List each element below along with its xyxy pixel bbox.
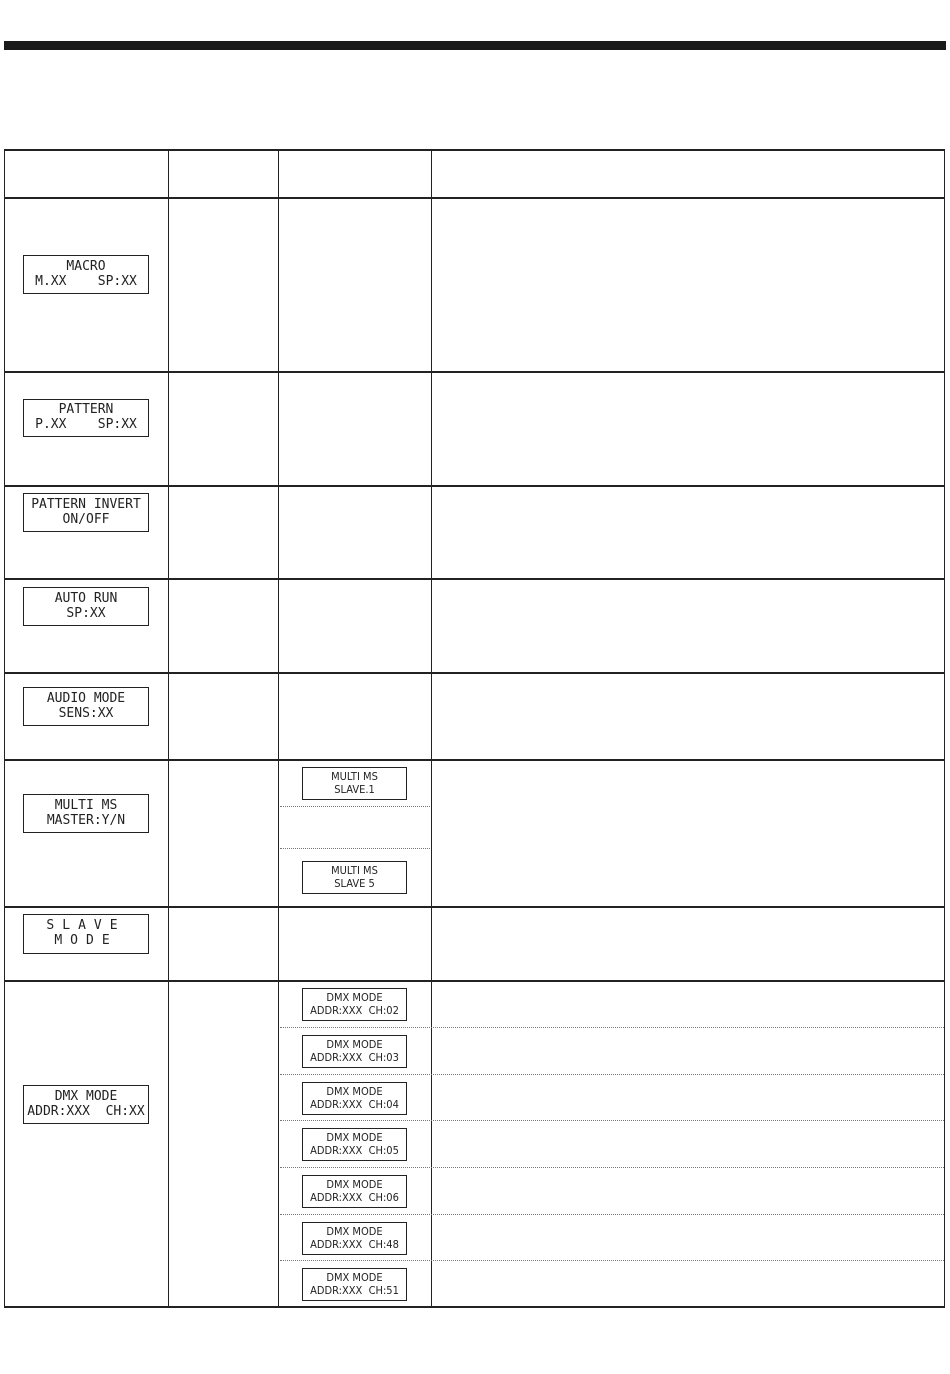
table-top-border <box>4 149 945 151</box>
lcd-line: DMX MODE <box>326 990 383 1004</box>
lcd-line: SP:XX <box>66 605 106 621</box>
lcd-line: ADDR:XXX CH:06 <box>310 1190 399 1204</box>
column-divider <box>4 149 5 1307</box>
column-divider <box>431 149 432 1307</box>
lcd-line: ADDR:XXX CH:04 <box>310 1097 399 1111</box>
lcd-line: SLAVE <box>46 918 126 934</box>
row-divider <box>4 485 945 487</box>
lcd-display-dmx-ch04 <box>302 1082 407 1115</box>
lcd-line: MULTI MS <box>331 769 378 783</box>
dotted-separator <box>280 1120 944 1121</box>
lcd-display-dmx-ch02 <box>302 988 407 1021</box>
header-row-divider <box>4 197 945 199</box>
dotted-separator <box>280 1214 944 1215</box>
lcd-line: MODE <box>54 933 118 948</box>
lcd-line: SLAVE 5 <box>334 876 375 890</box>
lcd-display-pattern-invert <box>23 493 149 532</box>
lcd-display-dmx-ch05 <box>302 1128 407 1161</box>
header-bar <box>4 41 946 50</box>
column-divider <box>168 149 169 1307</box>
lcd-line: PATTERN <box>58 402 114 418</box>
lcd-line: DMX MODE <box>326 1037 383 1051</box>
column-divider <box>278 149 279 1307</box>
column-divider <box>944 149 945 1307</box>
lcd-line: MULTI MS <box>331 863 378 877</box>
lcd-line: DMX MODE <box>54 1088 118 1104</box>
lcd-line: DMX MODE <box>326 1270 383 1284</box>
lcd-line: PATTERN INVERT <box>31 496 141 512</box>
lcd-line: ADDR:XXX CH:51 <box>310 1283 399 1297</box>
row-divider <box>4 980 945 982</box>
lcd-line: ADDR:XXX CH:03 <box>310 1050 399 1064</box>
lcd-display-audio-mode <box>23 687 149 726</box>
dotted-separator <box>280 1074 944 1075</box>
lcd-display-macro <box>23 255 149 294</box>
lcd-display-dmx-ch48 <box>302 1222 407 1255</box>
lcd-line: DMX MODE <box>326 1084 383 1098</box>
table-bottom-border <box>4 1306 945 1308</box>
lcd-line: MULTI MS <box>54 797 118 813</box>
lcd-display-dmx-ch51 <box>302 1268 407 1301</box>
lcd-line: MASTER:Y/N <box>46 812 126 828</box>
row-divider <box>4 759 945 761</box>
lcd-display-auto-run <box>23 587 149 626</box>
lcd-line: ADDR:XXX CH:05 <box>310 1143 399 1157</box>
lcd-line: SLAVE.1 <box>334 782 375 796</box>
lcd-display-multi-ms-slave-1 <box>302 767 407 800</box>
lcd-display-dmx-ch06 <box>302 1175 407 1208</box>
lcd-display-pattern <box>23 399 149 437</box>
row-divider <box>4 672 945 674</box>
lcd-line: ON/OFF <box>62 511 110 527</box>
dotted-separator <box>280 1167 944 1168</box>
menu-table <box>4 149 946 1309</box>
lcd-line: DMX MODE <box>326 1130 383 1144</box>
lcd-display-dmx-ch03 <box>302 1035 407 1068</box>
lcd-display-multi-ms <box>23 794 149 833</box>
row-divider <box>4 371 945 373</box>
dotted-separator <box>280 848 430 849</box>
lcd-line: ADDR:XXX CH:XX <box>27 1103 145 1119</box>
lcd-line: AUDIO MODE <box>46 690 126 706</box>
lcd-line: ADDR:XXX CH:02 <box>310 1003 399 1017</box>
row-divider <box>4 906 945 908</box>
dotted-separator <box>280 1027 944 1028</box>
lcd-line: SENS:XX <box>58 705 114 721</box>
lcd-line: AUTO RUN <box>54 590 118 606</box>
lcd-line: M.XX SP:XX <box>35 273 137 289</box>
lcd-line: P.XX SP:XX <box>35 417 137 432</box>
lcd-display-multi-ms-slave-5 <box>302 861 407 894</box>
lcd-line: DMX MODE <box>326 1177 383 1191</box>
dotted-separator <box>280 806 430 807</box>
row-divider <box>4 578 945 580</box>
dotted-separator <box>280 1260 944 1261</box>
lcd-display-slave-mode <box>23 914 149 954</box>
lcd-line: MACRO <box>66 258 106 274</box>
lcd-display-dmx-mode <box>23 1085 149 1124</box>
lcd-line: ADDR:XXX CH:48 <box>310 1237 399 1251</box>
lcd-line: DMX MODE <box>326 1224 383 1238</box>
